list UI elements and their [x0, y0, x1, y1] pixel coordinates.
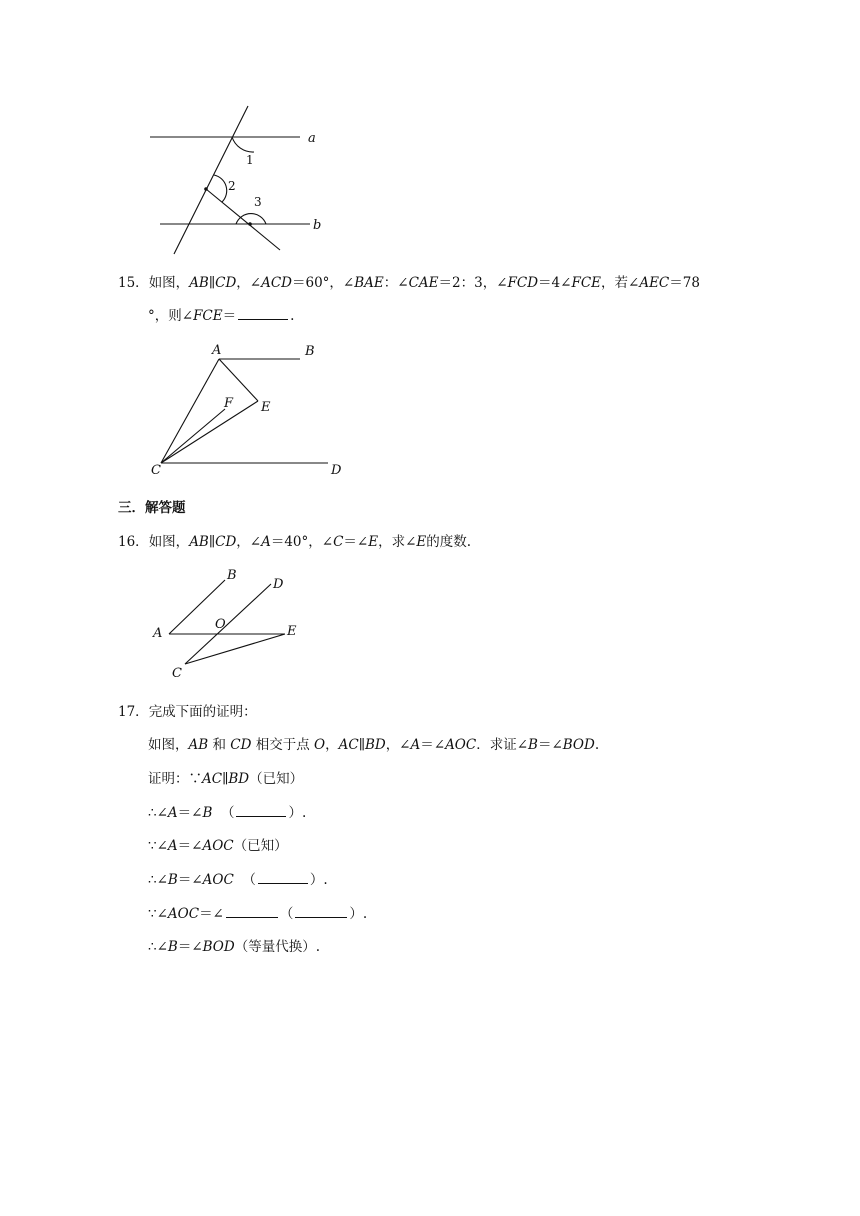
label-D: D [273, 577, 284, 592]
label-D: D [331, 463, 342, 478]
answer-blank[interactable] [295, 905, 347, 918]
label-A: A [153, 626, 163, 641]
q17-title: 17．完成下面的证明： [118, 704, 257, 720]
arc-angle-2 [214, 175, 227, 202]
answer-blank[interactable] [226, 905, 278, 918]
segment-CE [185, 634, 285, 664]
proof-line-4: ∴∠B＝∠AOC （ ）. [148, 872, 328, 888]
label-E: E [261, 400, 271, 415]
q16-text: 16．如图，AB∥CD，∠A＝40°，∠C＝∠E，求∠E的度数. [118, 534, 472, 550]
section-heading: 三．解答题 [118, 500, 186, 516]
arc-angle-3 [236, 214, 266, 224]
segment-AC [161, 359, 219, 463]
label-A: A [212, 343, 222, 358]
transversal [174, 106, 248, 254]
q15-line1: 15．如图，AB∥CD，∠ACD＝60°，∠BAE：∠CAE＝2：3，∠FCD＝4∠FCE，若∠AEC＝78 [118, 275, 700, 291]
figure-q16 [145, 562, 315, 687]
answer-blank[interactable] [236, 804, 286, 817]
q15-line2: °，则∠FCE＝ . [148, 308, 295, 324]
figure-parallel-lines-a-b [140, 100, 340, 260]
label-C: C [151, 463, 161, 478]
proof-line-2: ∴∠A＝∠B （ ）. [148, 805, 307, 821]
answer-blank[interactable] [258, 871, 308, 884]
label-angle-1: 1 [246, 153, 254, 167]
segment-CD [185, 584, 271, 664]
label-a: a [308, 131, 316, 146]
q17-statement: 如图，AB 和 CD 相交于点 O，AC∥BD，∠A＝∠AOC．求证∠B＝∠BOD. [148, 737, 600, 753]
segment-CF [161, 409, 225, 463]
proof-line-5: ∵∠AOC＝∠ （ ）. [148, 906, 368, 922]
label-F: F [224, 396, 234, 411]
answer-blank[interactable] [238, 307, 288, 320]
label-C: C [172, 666, 182, 681]
segment-AE [219, 359, 258, 401]
label-angle-3: 3 [254, 195, 262, 209]
label-B: B [305, 344, 315, 359]
arc-angle-1 [232, 137, 254, 152]
label-b: b [313, 218, 322, 233]
label-O: O [215, 617, 226, 632]
figure-q15 [145, 337, 360, 482]
segment-CE [161, 401, 258, 463]
slant-line [206, 189, 280, 250]
proof-line-6: ∴∠B＝∠BOD（等量代换）. [148, 939, 320, 955]
label-B: B [227, 568, 237, 583]
proof-line-3: ∵∠A＝∠AOC（已知） [148, 838, 288, 854]
label-angle-2: 2 [228, 179, 236, 193]
proof-line-1: 证明：∵AC∥BD（已知） [148, 771, 304, 787]
label-E: E [287, 624, 297, 639]
